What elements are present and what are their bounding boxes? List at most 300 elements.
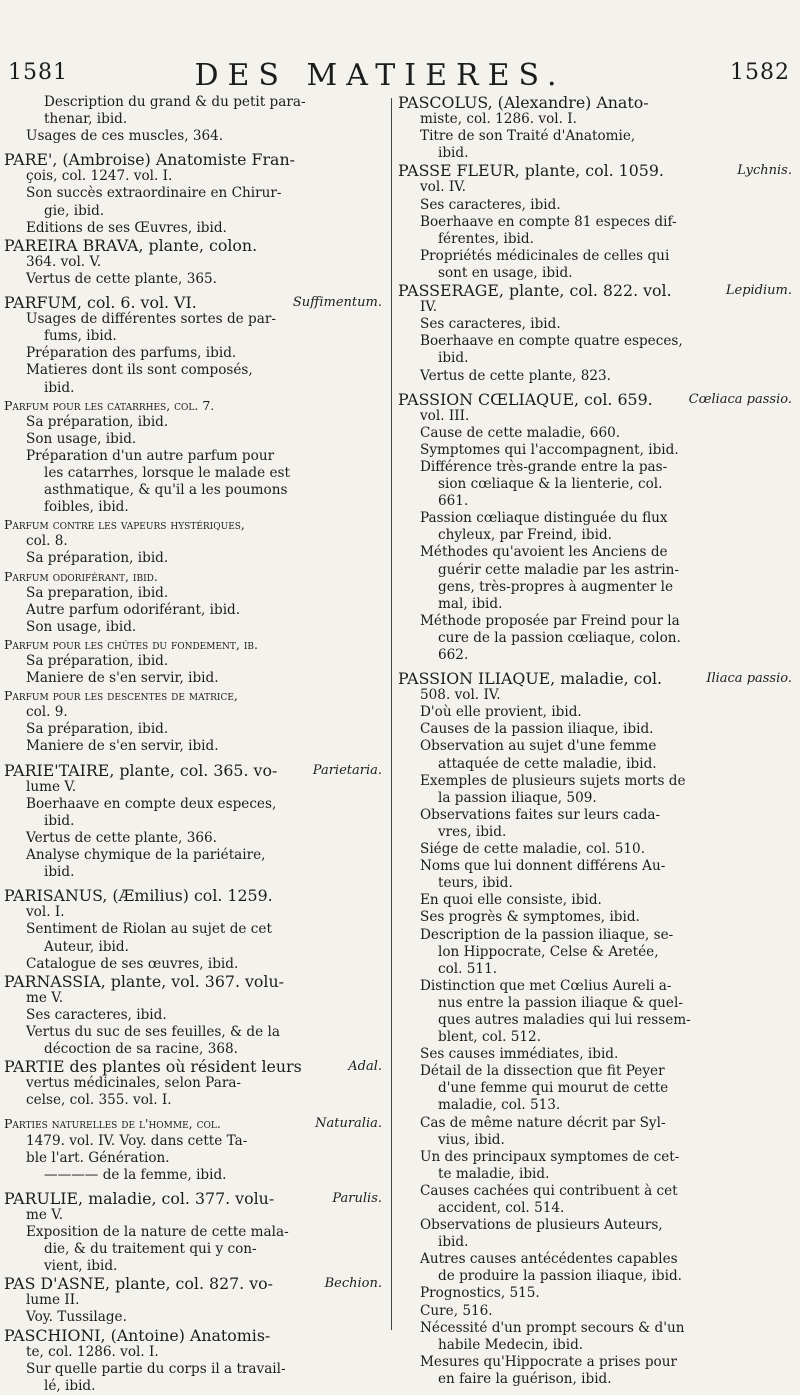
index-heading: [4, 1058, 382, 1075]
entry-text: Parties naturelles de l'homme, col.: [4, 1116, 221, 1132]
index-heading: [4, 762, 382, 779]
index-entry: [398, 299, 788, 316]
entry-text: Parfum pour les catarrhes, col. 7.: [4, 397, 215, 413]
entry-text: ibid.: [44, 379, 75, 396]
entry-text: asthmatique, & qu'il a les poumons: [44, 482, 288, 499]
index-entry: [4, 602, 382, 619]
index-entry: [398, 248, 788, 265]
entry-text: Vertus du suc de ses feuilles, & de la: [26, 1023, 280, 1040]
entry-text: IV.: [420, 299, 438, 316]
index-entry: [398, 333, 788, 350]
index-entry: [398, 1234, 788, 1251]
left-column: [4, 94, 382, 1394]
entry-text: Sa préparation, ibid.: [26, 413, 169, 430]
entry-text: Ses caracteres, ibid.: [26, 1006, 167, 1023]
entry-text: PARNASSIA, plante, vol. 367. volu-: [4, 971, 284, 991]
entry-text: cure de la passion cœliaque, colon.: [438, 629, 681, 646]
entry-text: PASCHIONI, (Antoine) Anatomis-: [4, 1325, 271, 1345]
index-entry: [4, 1344, 382, 1361]
index-entry: [398, 738, 788, 755]
index-entry: [398, 368, 788, 385]
entry-text: Sa préparation, ibid.: [26, 550, 169, 567]
index-entry: [398, 790, 788, 807]
latin-name: Iliaca passio.: [706, 671, 792, 687]
entry-text: ques autres maladies qui lui ressem-: [438, 1011, 691, 1028]
latin-name: Cœliaca passio.: [688, 391, 792, 407]
index-entry: [4, 128, 382, 145]
entry-text: Ses causes immédiates, ibid.: [420, 1046, 619, 1063]
entry-text: vient, ibid.: [44, 1258, 118, 1275]
entry-text: guérir cette maladie par les astrin-: [438, 561, 680, 578]
index-entry: [4, 185, 382, 202]
entry-text: D'où elle provient, ibid.: [420, 704, 582, 721]
index-entry: [398, 1012, 788, 1029]
index-heading: [4, 1275, 382, 1292]
entry-text: Noms que lui donnent différens Au-: [420, 858, 666, 875]
index-entry: [398, 1371, 788, 1388]
entry-text: PASSE FLEUR, plante, col. 1059.: [398, 161, 664, 181]
index-entry: [4, 796, 382, 813]
index-entry: [4, 1207, 382, 1224]
latin-name: Parulis.: [332, 1190, 382, 1206]
entry-text: Sa preparation, ibid.: [26, 584, 169, 601]
index-entry: [4, 904, 382, 921]
entry-text: accident, col. 514.: [438, 1200, 565, 1216]
entry-text: sion cœliaque & la lienterie, col.: [438, 476, 663, 493]
entry-text: Propriétés médicinales de celles qui: [420, 247, 670, 264]
entry-text: PASSION ILIAQUE, maladie, col.: [398, 669, 663, 689]
index-entry: [4, 721, 382, 738]
entry-text: Boerhaave en compte 81 especes dif-: [420, 213, 677, 230]
entry-text: celse, col. 355. vol. I.: [26, 1092, 172, 1109]
right-column: [398, 93, 792, 1387]
entry-text: vol. I.: [26, 904, 65, 921]
entry-text: 508. vol. IV.: [420, 687, 501, 704]
index-entry: [4, 830, 382, 847]
entry-text: habile Medecin, ibid.: [438, 1336, 584, 1353]
index-entry: [4, 414, 382, 431]
latin-name: Lepidium.: [725, 283, 792, 299]
index-heading: [4, 516, 382, 533]
index-entry: [4, 990, 382, 1007]
index-entry: [398, 841, 788, 858]
right-page-number: 1582: [730, 60, 790, 85]
index-entry: [4, 585, 382, 602]
entry-text: Boerhaave en compte quatre especes,: [420, 333, 683, 350]
entry-text: Préparation des parfums, ibid.: [26, 345, 237, 362]
index-entry: [4, 448, 382, 465]
entry-text: 364. vol. V.: [26, 253, 102, 270]
entry-text: Exposition de la nature de cette mala-: [26, 1224, 289, 1240]
entry-text: foibles, ibid.: [44, 499, 129, 516]
entry-text: gie, ibid.: [44, 202, 105, 219]
index-entry: [398, 579, 788, 596]
index-heading: [398, 94, 788, 111]
index-entry: [398, 425, 788, 442]
entry-text: çois, col. 1247. vol. I.: [26, 168, 173, 185]
entry-text: Vertus de cette plante, 365.: [26, 270, 217, 287]
index-entry: [398, 704, 788, 721]
index-entry: [398, 1268, 788, 1285]
latin-name: Lychnis.: [737, 163, 792, 179]
index-entry: [398, 1183, 788, 1200]
entry-text: PARISANUS, (Æmilius) col. 1259.: [4, 886, 273, 906]
entry-text: décoction de sa racine, 368.: [44, 1041, 238, 1058]
entry-text: nus entre la passion iliaque & quel-: [438, 994, 683, 1011]
index-entry: [4, 1007, 382, 1024]
entry-text: Observations de plusieurs Auteurs,: [420, 1217, 663, 1234]
entry-text: thenar, ibid.: [44, 111, 128, 128]
entry-text: ble l'art. Génération.: [26, 1149, 170, 1166]
page-header: [0, 58, 800, 98]
entry-text: Catalogue de ses œuvres, ibid.: [26, 955, 239, 972]
index-heading: [4, 568, 382, 585]
entry-text: Préparation d'un autre parfum pour: [26, 447, 275, 464]
entry-text: Ses caracteres, ibid.: [420, 196, 561, 213]
index-heading: [4, 687, 382, 704]
entry-text: Cure, 516.: [420, 1302, 493, 1319]
index-entry: [4, 220, 382, 237]
index-entry: [398, 1320, 788, 1337]
latin-name: Naturalia.: [315, 1116, 382, 1132]
index-entry: [398, 961, 788, 978]
index-entry: [4, 1241, 382, 1258]
entry-text: PARULIE, maladie, col. 377. volu-: [4, 1188, 275, 1208]
index-heading: [4, 151, 382, 168]
entry-text: Son succès extraordinaire en Chirur-: [26, 185, 282, 202]
index-entry: [398, 995, 788, 1012]
index-entry: [398, 350, 788, 367]
index-entry: [4, 254, 382, 271]
entry-text: Vertus de cette plante, 366.: [26, 829, 217, 846]
index-entry: [398, 1337, 788, 1354]
entry-text: Editions de ses Œuvres, ibid.: [26, 219, 227, 236]
entry-text: Auteur, ibid.: [44, 938, 129, 955]
index-entry: [398, 1149, 788, 1166]
entry-text: férentes, ibid.: [438, 230, 534, 247]
entry-text: Exemples de plusieurs sujets morts de: [420, 772, 686, 789]
index-entry: [398, 1251, 788, 1268]
entry-text: PAS D'ASNE, plante, col. 827. vo-: [4, 1274, 273, 1294]
entry-text: mal, ibid.: [438, 595, 503, 612]
entry-text: Siége de cette maladie, col. 510.: [420, 841, 646, 858]
entry-text: Titre de son Traité d'Anatomie,: [420, 128, 636, 145]
entry-text: Parfum contre les vapeurs hystériques,: [4, 517, 245, 533]
index-entry: [4, 704, 382, 721]
entry-text: Mesures qu'Hippocrate a prises pour: [420, 1353, 677, 1370]
index-entry: [398, 1200, 788, 1217]
entry-text: fums, ibid.: [44, 328, 117, 345]
entry-text: Usages de ces muscles, 364.: [26, 128, 224, 145]
index-entry: [4, 111, 382, 128]
index-entry: [4, 362, 382, 379]
index-entry: [4, 203, 382, 220]
entry-text: Sur quelle partie du corps il a travail-: [26, 1360, 286, 1377]
index-entry: [398, 544, 788, 561]
entry-text: PARE', (Ambroise) Anatomiste Fran-: [4, 150, 295, 170]
entry-text: Maniere de s'en servir, ibid.: [26, 670, 219, 687]
index-entry: [398, 1285, 788, 1302]
entry-text: Sentiment de Riolan au sujet de cet: [26, 921, 272, 938]
entry-text: Usages de différentes sortes de par-: [26, 311, 276, 328]
entry-text: attaquée de cette maladie, ibid.: [438, 755, 657, 772]
index-entry: [4, 271, 382, 288]
entry-text: Parfum pour les chûtes du fondement, ib.: [4, 636, 259, 652]
index-entry: [4, 1361, 382, 1378]
entry-text: Distinction que met Cœlius Aureli a-: [420, 977, 672, 994]
index-entry: [398, 756, 788, 773]
entry-text: Analyse chymique de la pariétaire,: [26, 847, 266, 864]
index-entry: [398, 1063, 788, 1080]
index-entry: [4, 533, 382, 550]
index-entry: [4, 1309, 382, 1326]
index-entry: [398, 944, 788, 961]
entry-text: vertus médicinales, selon Para-: [26, 1075, 242, 1092]
latin-name: Suffimentum.: [292, 295, 382, 311]
index-entry: [4, 465, 382, 482]
index-entry: [4, 653, 382, 670]
index-heading: [398, 389, 792, 409]
entry-text: Observations faites sur leurs cada-: [420, 806, 661, 823]
index-entry: [398, 265, 788, 282]
entry-text: PASSION CŒLIAQUE, col. 659.: [398, 389, 653, 409]
entry-text: 1479. vol. IV. Voy. dans cette Ta-: [26, 1132, 248, 1149]
entry-text: en faire la guérison, ibid.: [438, 1370, 612, 1387]
entry-text: PAREIRA BRAVA, plante, colon.: [4, 235, 258, 255]
entry-text: 661.: [438, 493, 469, 510]
entry-text: gens, très-propres à augmenter le: [438, 578, 674, 595]
entry-text: Description du grand & du petit para-: [44, 94, 306, 110]
entry-text: PASCOLUS, (Alexandre) Anato-: [398, 93, 649, 112]
index-entry: [4, 956, 382, 973]
index-entry: [398, 510, 788, 527]
index-entry: [398, 1132, 788, 1149]
entry-text: Description de la passion iliaque, se-: [420, 926, 674, 943]
entry-text: Son usage, ibid.: [26, 618, 137, 635]
page-title: DES MATIERES.: [194, 58, 566, 93]
index-heading: [4, 887, 382, 904]
entry-text: ———— de la femme, ibid.: [44, 1166, 227, 1183]
index-heading: [4, 1190, 382, 1207]
entry-text: Un des principaux symptomes de cet-: [420, 1148, 680, 1165]
index-entry: [4, 168, 382, 185]
index-entry: [4, 738, 382, 755]
index-entry: [398, 721, 788, 738]
index-entry: [398, 1217, 788, 1234]
entry-text: Autre parfum odoriférant, ibid.: [26, 601, 241, 618]
index-entry: [4, 1224, 382, 1241]
index-entry: [398, 892, 788, 909]
entry-text: de produire la passion iliaque, ibid.: [438, 1268, 682, 1285]
index-heading: [4, 237, 382, 254]
entry-text: col. 9.: [26, 704, 68, 721]
index-entry: [4, 1150, 382, 1167]
entry-text: Méthode proposée par Freind pour la: [420, 612, 680, 629]
index-entry: [4, 779, 382, 796]
entry-text: la passion iliaque, 509.: [438, 789, 597, 806]
entry-text: Détail de la dissection que fit Peyer: [420, 1063, 665, 1080]
index-entry: [398, 231, 788, 248]
entry-text: lon Hippocrate, Celse & Aretée,: [438, 943, 659, 960]
entry-text: Sa préparation, ibid.: [26, 721, 169, 738]
entry-text: Nécessité d'un prompt secours & d'un: [420, 1319, 685, 1336]
index-entry: [398, 476, 788, 493]
index-entry: [398, 858, 788, 875]
index-heading: [4, 1115, 382, 1132]
index-entry: [4, 670, 382, 687]
index-heading: [4, 1327, 382, 1344]
entry-text: Autres causes antécédentes capables: [420, 1251, 678, 1268]
latin-name: Adal.: [348, 1059, 382, 1075]
entry-text: vol. IV.: [420, 179, 466, 196]
entry-text: te, col. 1286. vol. I.: [26, 1343, 159, 1360]
index-heading: [398, 281, 792, 301]
entry-text: 662.: [438, 647, 469, 663]
entry-text: Maniere de s'en servir, ibid.: [26, 738, 219, 755]
entry-text: ibid.: [44, 812, 75, 829]
column-divider: [391, 98, 392, 1330]
index-entry: [398, 1046, 788, 1063]
index-entry: [398, 630, 788, 647]
entry-text: Vertus de cette plante, 823.: [420, 367, 611, 384]
entry-text: Son usage, ibid.: [26, 430, 137, 447]
index-entry: [4, 482, 382, 499]
entry-text: ibid.: [438, 145, 469, 162]
entry-text: Parfum pour les descentes de matrice,: [4, 688, 238, 704]
index-entry: [4, 1378, 382, 1395]
index-entry: [398, 1115, 788, 1132]
index-entry: [398, 647, 788, 664]
index-entry: [398, 179, 788, 196]
entry-text: PARTIE des plantes où résident leurs: [4, 1057, 302, 1077]
index-entry: [4, 847, 382, 864]
index-entry: [398, 493, 788, 510]
latin-name: Parietaria.: [312, 762, 382, 778]
index-entry: [398, 1303, 788, 1320]
entry-text: vol. III.: [420, 407, 470, 424]
index-entry: [4, 1041, 382, 1058]
entry-text: Méthodes qu'avoient les Anciens de: [420, 544, 668, 561]
entry-text: te maladie, ibid.: [438, 1165, 550, 1182]
entry-text: lume II.: [26, 1292, 80, 1309]
entry-text: PARFUM, col. 6. vol. VI.: [4, 293, 197, 313]
index-entry: [398, 459, 788, 476]
index-entry: [398, 687, 788, 704]
index-entry: [4, 499, 382, 516]
index-entry: [398, 613, 788, 630]
index-entry: [398, 596, 788, 613]
index-entry: [4, 939, 382, 956]
index-entry: [4, 1024, 382, 1041]
index-entry: [4, 813, 382, 830]
index-heading: [4, 294, 382, 311]
index-entry: [398, 1166, 788, 1183]
entry-text: Sa préparation, ibid.: [26, 653, 169, 669]
index-entry: [398, 1080, 788, 1097]
entry-text: teurs, ibid.: [438, 875, 513, 892]
index-entry: [398, 927, 788, 944]
index-entry: [4, 921, 382, 938]
index-entry: [4, 619, 382, 636]
entry-text: Symptomes qui l'accompagnent, ibid.: [420, 441, 679, 458]
entry-text: chyleux, par Freind, ibid.: [438, 527, 612, 544]
entry-text: PARIE'TAIRE, plante, col. 365. vo-: [4, 760, 278, 780]
entry-text: ibid.: [44, 864, 75, 881]
index-entry: [4, 328, 382, 345]
entry-text: ibid.: [438, 1234, 469, 1251]
entry-text: me V.: [26, 1206, 64, 1223]
entry-text: vius, ibid.: [438, 1131, 505, 1148]
entry-text: Matieres dont ils sont composés,: [26, 362, 253, 379]
index-entry: [4, 1167, 382, 1184]
index-entry: [4, 550, 382, 567]
index-entry: [398, 197, 788, 214]
index-heading: [398, 669, 792, 689]
index-entry: [4, 1292, 382, 1309]
entry-text: PASSERAGE, plante, col. 822. vol.: [398, 281, 672, 301]
index-entry: [4, 380, 382, 397]
index-entry: [4, 94, 382, 111]
index-entry: [4, 431, 382, 448]
index-entry: [398, 773, 788, 790]
entry-text: Différence très-grande entre la pas-: [420, 458, 668, 475]
index-entry: [4, 1133, 382, 1150]
index-heading: [4, 636, 382, 653]
index-entry: [398, 214, 788, 231]
entry-text: Parfum odoriférant, ibid.: [4, 568, 158, 584]
entry-text: maladie, col. 513.: [438, 1097, 561, 1114]
index-entry: [398, 978, 788, 995]
index-entry: [398, 1097, 788, 1114]
index-heading: [398, 161, 792, 181]
entry-text: die, & du traitement qui y con-: [44, 1241, 257, 1258]
entry-text: col. 511.: [438, 960, 498, 977]
index-entry: [4, 864, 382, 881]
index-entry: [398, 145, 788, 162]
index-entry: [398, 1029, 788, 1046]
index-entry: [4, 1075, 382, 1092]
entry-text: Observation au sujet d'une femme: [420, 738, 657, 755]
left-page-number: 1581: [8, 60, 68, 85]
entry-text: Prognostics, 515.: [420, 1285, 540, 1302]
entry-text: lé, ibid.: [44, 1377, 96, 1394]
entry-text: vres, ibid.: [438, 823, 507, 840]
index-heading: [4, 973, 382, 990]
index-entry: [398, 442, 788, 459]
index-entry: [398, 111, 788, 128]
index-entry: [398, 128, 788, 145]
index-entry: [398, 562, 788, 579]
index-entry: [398, 316, 788, 333]
entry-text: Ses progrès & symptomes, ibid.: [420, 909, 640, 926]
entry-text: ibid.: [438, 350, 469, 367]
entry-text: d'une femme qui mourut de cette: [438, 1080, 669, 1097]
index-entry: [398, 1354, 788, 1371]
entry-text: col. 8.: [26, 533, 68, 550]
entry-text: me V.: [26, 989, 64, 1006]
entry-text: Causes de la passion iliaque, ibid.: [420, 721, 654, 738]
entry-text: En quoi elle consiste, ibid.: [420, 892, 602, 909]
entry-text: Voy. Tussilage.: [26, 1309, 127, 1326]
entry-text: les catarrhes, lorsque le malade est: [44, 464, 290, 481]
entry-text: Boerhaave en compte deux especes,: [26, 795, 277, 812]
index-entry: [398, 909, 788, 926]
entry-text: Cause de cette maladie, 660.: [420, 424, 621, 441]
entry-text: miste, col. 1286. vol. I.: [420, 111, 577, 128]
index-entry: [4, 1092, 382, 1109]
index-entry: [4, 345, 382, 362]
index-entry: [398, 527, 788, 544]
